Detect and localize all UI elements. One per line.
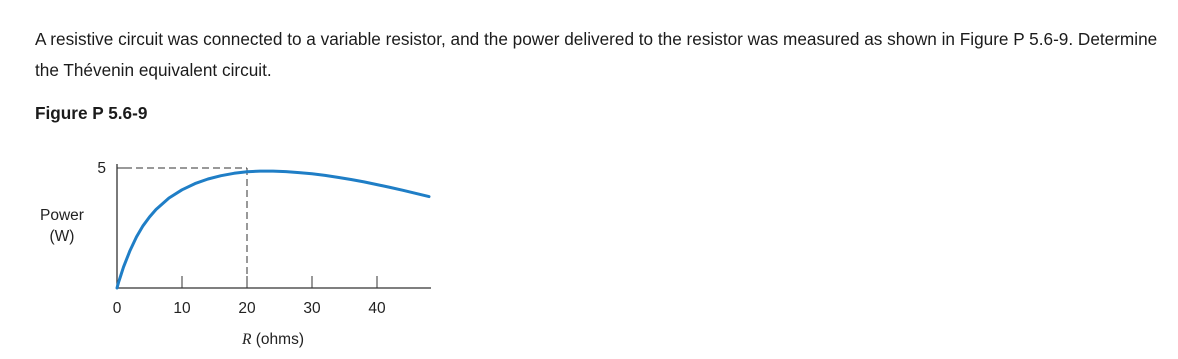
x-tick-label-0: 0 (112, 300, 122, 317)
x-axis-label (241, 331, 304, 348)
x-axis-label-variable: R (241, 331, 252, 348)
y-axis-label-line1: Power (40, 207, 84, 224)
power-curve-0 (117, 171, 429, 288)
y-axis-label-line2: (W) (49, 228, 75, 245)
y-tick-label-5: 5 (97, 160, 106, 177)
problem-text: A resistive circuit was connected to a variable resistor, and the power delivered to the resistor was measured as shown in Figure P 5.6-9. Determine the Thévenin equivalent circuit. (35, 29, 1158, 80)
x-tick-label-40: 40 (368, 300, 386, 317)
x-axis-label-unit: (ohms) (255, 331, 305, 348)
x-tick-label-20: 20 (238, 300, 256, 317)
figure-label: Figure P 5.6-9 (35, 103, 148, 123)
x-tick-label-30: 30 (303, 300, 321, 317)
x-tick-label-10: 10 (173, 300, 191, 317)
